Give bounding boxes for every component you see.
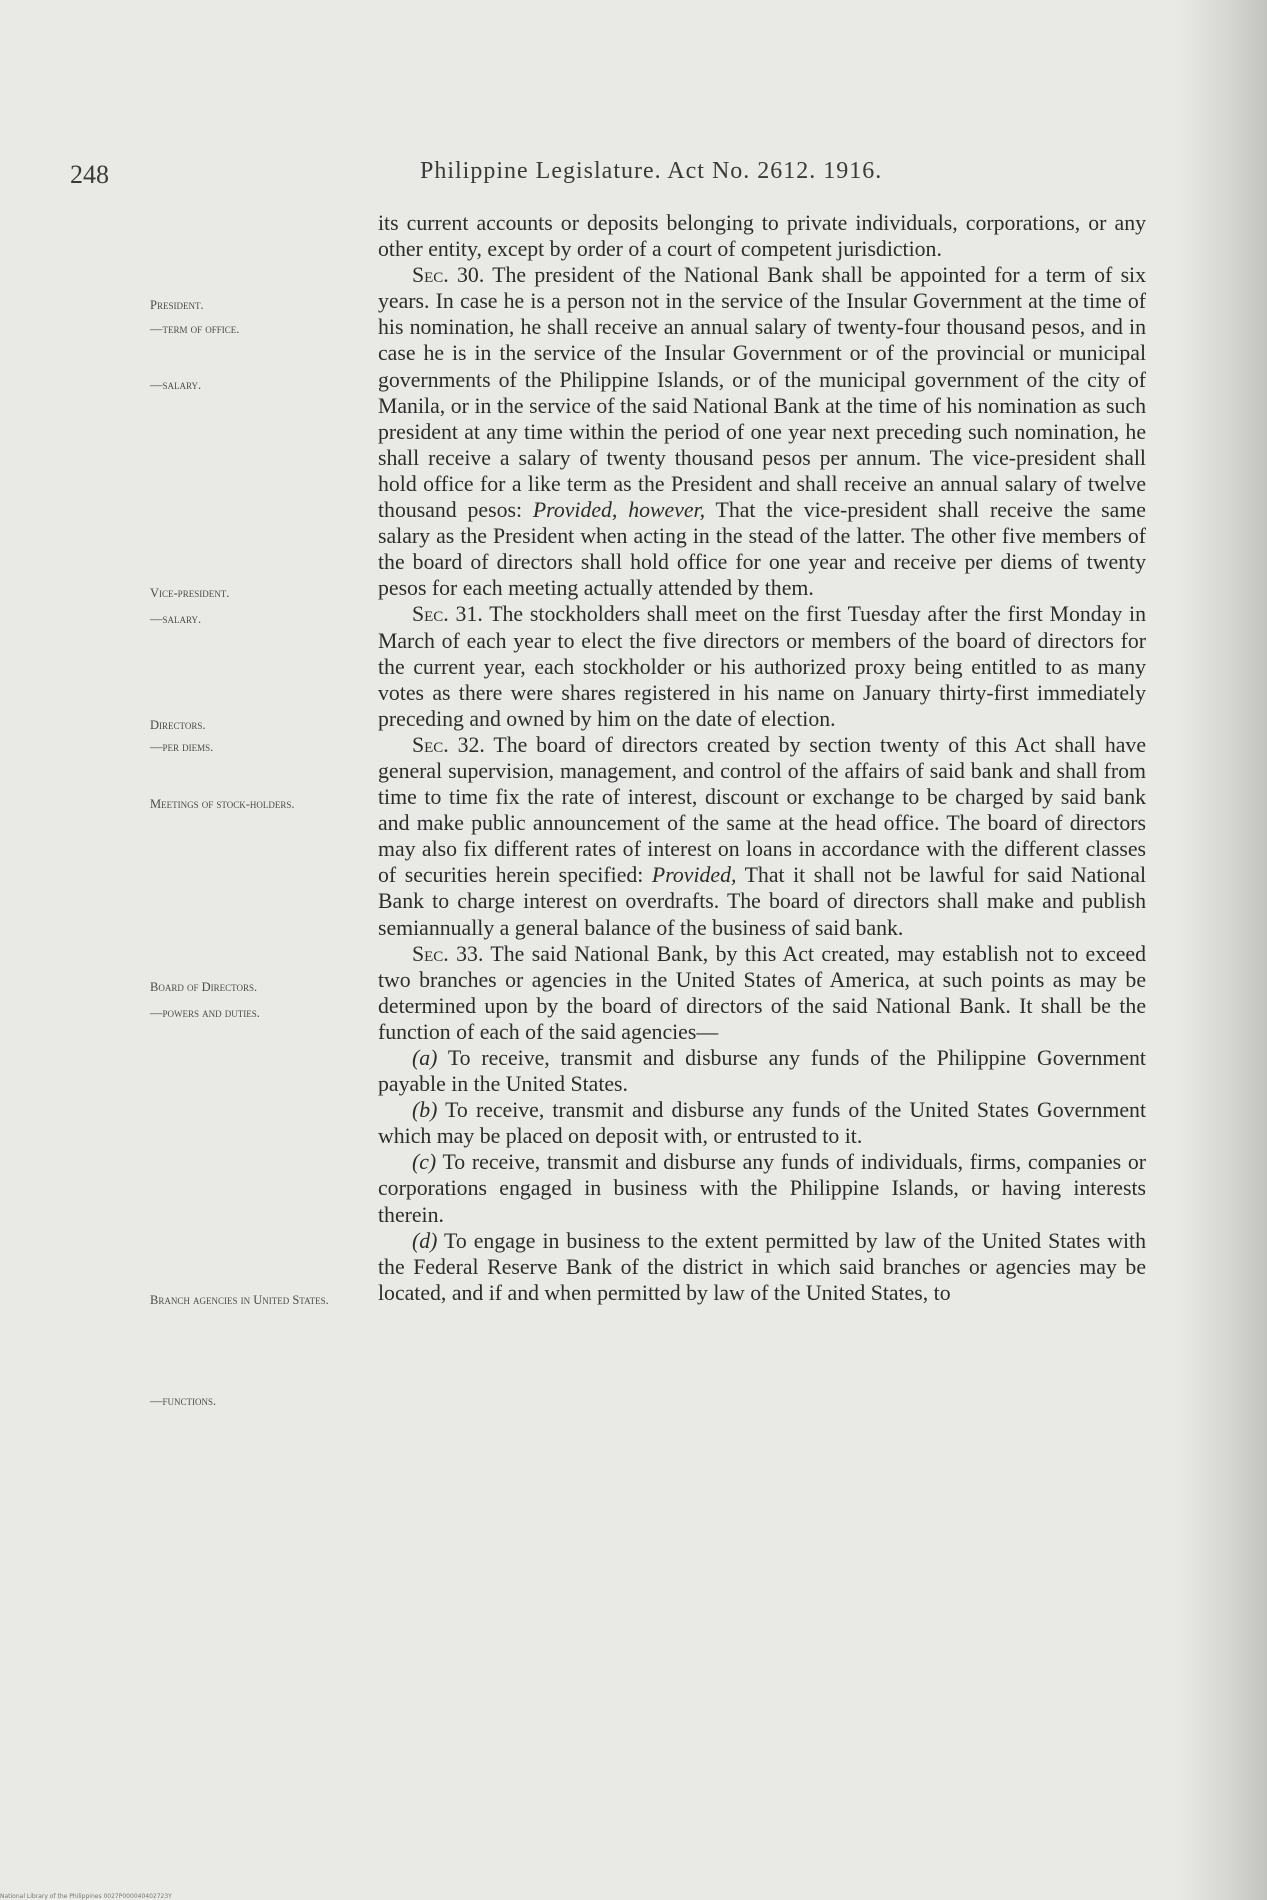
paragraph-continuation: its current accounts or deposits belonging to private individuals, corporations, or any other entity, except by order of a court of competent jurisdiction. <box>378 211 1146 262</box>
margin-note-functions: —functions. <box>150 1394 217 1408</box>
clause-c: (c) To receive, transmit and disburse any funds of individuals, firms, companies or corporations engaged in business with the Philippine Islands, or having interests therein. <box>378 1150 1146 1227</box>
margin-note-branch: Branch agencies in United States. <box>150 1293 329 1307</box>
margin-note-salary: —salary. <box>150 378 202 392</box>
statute-body <box>378 210 1146 1306</box>
clause-d: (d) To engage in business to the extent permitted by law of the United States with the Federal Reserve Bank of the district in which said branches or agencies may be located, and if and when permitted by law of the United States, to <box>378 1228 1146 1305</box>
section-33: Sec. 33. The said National Bank, by this Act created, may establish not to exceed two branches or agencies in the United States of America, at such points as may be determined upon by the board of directors of the said National Bank. It shall be the function of each of the said agencies— <box>378 941 1146 1044</box>
section-label: Sec. 30. <box>412 263 485 288</box>
section-label: Sec. 31. <box>412 602 483 627</box>
section-30: Sec. 30. The president of the National Bank shall be appointed for a term of six years. In case he is a person not in the service of the Insular Government at the time of his nomination, he shall receive an annual salary of twenty-four thousand pesos, and in case he is in the service of the Insular Government or of the provincial or municipal governments of the Philippine Islands, or of the municipal government of the city of Manila, or in the service of the said National Bank at the time of his nomination as such president at any time within the period of one year next preceding such nomination, he shall receive a salary of twenty thousand pesos per annum. The vice-president shall hold office for a like term as the President and shall receive an annual salary of twelve thousand pesos: Provided, however, That the vice-president shall receive the same salary as the President when acting in the stead of the latter. The other five members of the board of directors shall hold office for one year and receive per diems of twenty pesos for each meeting actually attended by them. <box>378 263 1147 601</box>
page-edge-shadow <box>1177 0 1267 1900</box>
running-head: Philippine Legislature. Act No. 2612. 1916. <box>420 158 883 184</box>
scan-footer-strip: National Library of the Philippines 0027P000040402723Y <box>0 1893 172 1900</box>
margin-note-per-diems: —per diems. <box>150 740 214 754</box>
margin-note-directors: Directors. <box>150 718 206 732</box>
section-label: Sec. 32. <box>412 732 485 757</box>
clause-b: (b) To receive, transmit and disburse any funds of the United States Government which may be placed on deposit with, or entrusted to it. <box>378 1098 1146 1149</box>
margin-note-term-of-office: —term of office. <box>150 322 240 336</box>
margin-note-powers: —powers and duties. <box>150 1006 260 1020</box>
margin-note-meetings: Meetings of stock-holders. <box>150 797 295 811</box>
section-label: Sec. 33. <box>412 941 484 966</box>
margin-note-president: President. <box>150 298 204 312</box>
margin-note-board: Board of Directors. <box>150 980 258 994</box>
section-32: Sec. 32. The board of directors created by section twenty of this Act shall have general supervision, management, and control of the affairs of said bank and shall from time to time fix the rate of interest, discount or exchange to be charged by said bank and make public announcement of the same at the head office. The board of directors may also fix different rates of interest on loans in accordance with the different classes of securities herein specified: Provided, That it shall not be lawful for said National Bank to charge interest on overdrafts. The board of directors shall make and publish semiannually a general balance of the business of said bank. <box>378 732 1147 940</box>
margin-note-vice-salary: —salary. <box>150 612 202 626</box>
margin-note-vice-president: Vice-president. <box>150 586 230 600</box>
section-31: Sec. 31. The stockholders shall meet on the first Tuesday after the first Monday in March of each year to elect the five directors or members of the board of directors for the current year, each stockholder or his authorized proxy being entitled to as many votes as there were shares registered in his name on January thirty-first immediately preceding and owned by him on the date of election. <box>378 602 1146 731</box>
page-number: 248 <box>70 160 109 189</box>
clause-a: (a) To receive, transmit and disburse any funds of the Philippine Government payable in the United States. <box>378 1046 1146 1097</box>
